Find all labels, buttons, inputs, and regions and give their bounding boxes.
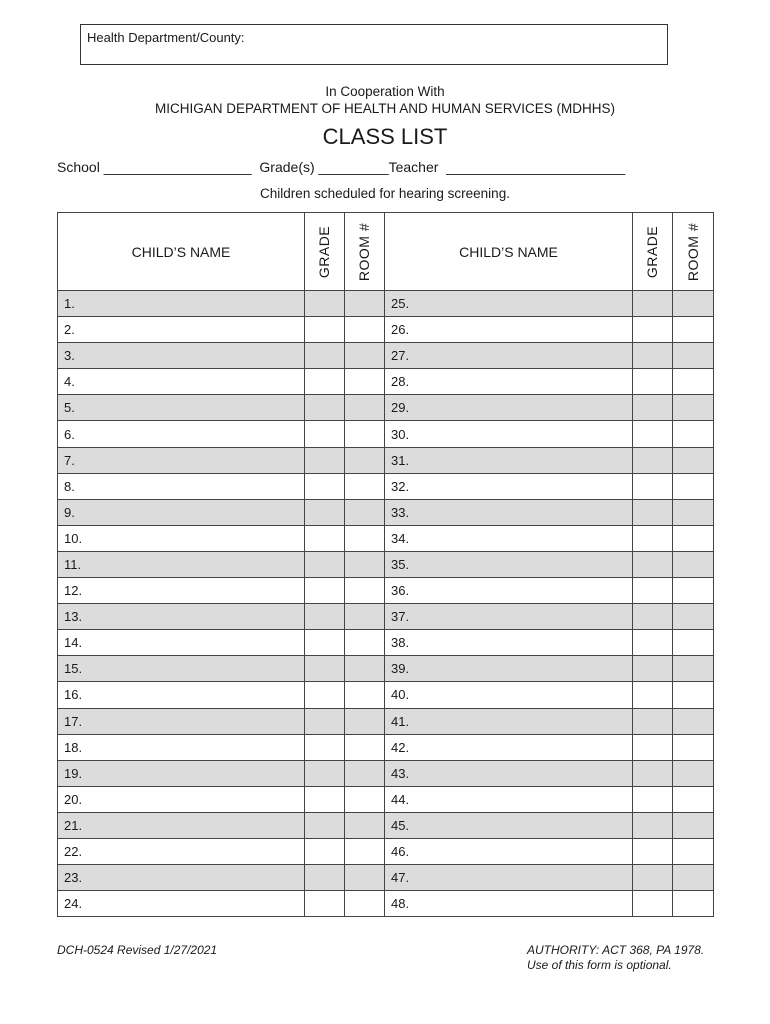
grade-cell[interactable] bbox=[633, 734, 673, 760]
grade-cell[interactable] bbox=[305, 578, 345, 604]
grade-header: GRADE bbox=[633, 213, 673, 291]
room-cell[interactable] bbox=[345, 760, 385, 786]
child-name-cell[interactable]: 37. bbox=[385, 604, 633, 630]
room-cell[interactable] bbox=[345, 525, 385, 551]
table-row bbox=[58, 499, 714, 525]
schedule-note: Children scheduled for hearing screening. bbox=[260, 186, 510, 201]
child-name-cell[interactable]: 35. bbox=[385, 551, 633, 577]
room-cell[interactable] bbox=[673, 656, 714, 682]
room-cell[interactable] bbox=[345, 343, 385, 369]
agency-name: MICHIGAN DEPARTMENT OF HEALTH AND HUMAN SERVICES (MDHHS) bbox=[154, 101, 616, 116]
child-name-cell[interactable]: 6. bbox=[58, 421, 305, 447]
child-name-cell[interactable]: 7. bbox=[58, 447, 305, 473]
grade-cell[interactable] bbox=[305, 395, 345, 421]
grade-cell[interactable] bbox=[633, 865, 673, 891]
room-cell[interactable] bbox=[345, 630, 385, 656]
child-name-cell[interactable]: 8. bbox=[58, 473, 305, 499]
room-cell[interactable] bbox=[673, 525, 714, 551]
authority-text: AUTHORITY: ACT 368, PA 1978. bbox=[527, 943, 705, 957]
grade-cell[interactable] bbox=[305, 551, 345, 577]
page-title: CLASS LIST bbox=[322, 124, 448, 149]
child-name-cell[interactable]: 2. bbox=[58, 317, 305, 343]
county-field[interactable] bbox=[80, 24, 668, 65]
table-row bbox=[58, 891, 714, 917]
child-name-cell[interactable]: 32. bbox=[385, 473, 633, 499]
child-name-cell[interactable]: 25. bbox=[385, 291, 633, 317]
child-name-cell[interactable]: 27. bbox=[385, 343, 633, 369]
grade-header: GRADE bbox=[305, 213, 345, 291]
room-cell[interactable] bbox=[345, 865, 385, 891]
grade-cell[interactable] bbox=[633, 369, 673, 395]
grade-cell[interactable] bbox=[633, 421, 673, 447]
child-name-cell[interactable]: 43. bbox=[385, 760, 633, 786]
grade-cell[interactable] bbox=[305, 682, 345, 708]
room-header: ROOM # bbox=[673, 213, 714, 291]
grade-cell[interactable] bbox=[633, 395, 673, 421]
room-cell[interactable] bbox=[673, 473, 714, 499]
grade-cell[interactable] bbox=[633, 499, 673, 525]
child-name-cell[interactable]: 31. bbox=[385, 447, 633, 473]
child-name-cell[interactable]: 40. bbox=[385, 682, 633, 708]
child-name-cell[interactable]: 38. bbox=[385, 630, 633, 656]
child-name-cell[interactable]: 3. bbox=[58, 343, 305, 369]
child-name-cell[interactable]: 12. bbox=[58, 578, 305, 604]
table-row bbox=[58, 473, 714, 499]
grade-cell[interactable] bbox=[633, 525, 673, 551]
grade-cell[interactable] bbox=[633, 317, 673, 343]
table-row bbox=[58, 734, 714, 760]
room-cell[interactable] bbox=[345, 447, 385, 473]
child-name-cell[interactable]: 33. bbox=[385, 499, 633, 525]
room-cell[interactable] bbox=[345, 682, 385, 708]
room-cell[interactable] bbox=[673, 838, 714, 864]
room-cell[interactable] bbox=[673, 708, 714, 734]
child-name-cell[interactable]: 34. bbox=[385, 525, 633, 551]
room-cell[interactable] bbox=[345, 812, 385, 838]
optional-text: Use of this form is optional. bbox=[527, 958, 672, 972]
grade-cell[interactable] bbox=[633, 447, 673, 473]
room-cell[interactable] bbox=[345, 551, 385, 577]
room-cell[interactable] bbox=[673, 551, 714, 577]
table-row bbox=[58, 865, 714, 891]
grade-cell[interactable] bbox=[305, 812, 345, 838]
child-name-cell[interactable]: 29. bbox=[385, 395, 633, 421]
class-list-table bbox=[57, 212, 714, 917]
child-name-cell[interactable]: 13. bbox=[58, 604, 305, 630]
grade-cell[interactable] bbox=[633, 630, 673, 656]
child-name-cell[interactable]: 17. bbox=[58, 708, 305, 734]
child-name-cell[interactable]: 22. bbox=[58, 838, 305, 864]
grade-cell[interactable] bbox=[305, 473, 345, 499]
table-row bbox=[58, 447, 714, 473]
room-cell[interactable] bbox=[345, 578, 385, 604]
grade-cell[interactable] bbox=[305, 708, 345, 734]
room-cell[interactable] bbox=[345, 838, 385, 864]
grade-cell[interactable] bbox=[633, 812, 673, 838]
grade-cell[interactable] bbox=[633, 551, 673, 577]
grade-cell[interactable] bbox=[633, 682, 673, 708]
room-cell[interactable] bbox=[345, 421, 385, 447]
childs-name-header: CHILD’S NAME bbox=[385, 213, 633, 291]
table-row bbox=[58, 421, 714, 447]
room-cell[interactable] bbox=[673, 291, 714, 317]
room-cell[interactable] bbox=[673, 578, 714, 604]
table-row bbox=[58, 708, 714, 734]
child-name-cell[interactable]: 11. bbox=[58, 551, 305, 577]
child-name-cell[interactable]: 44. bbox=[385, 786, 633, 812]
room-cell[interactable] bbox=[345, 656, 385, 682]
room-cell[interactable] bbox=[345, 786, 385, 812]
grade-cell[interactable] bbox=[305, 838, 345, 864]
grade-cell[interactable] bbox=[305, 891, 345, 917]
child-name-cell[interactable]: 19. bbox=[58, 760, 305, 786]
table-row bbox=[58, 291, 714, 317]
grade-cell[interactable] bbox=[305, 786, 345, 812]
child-name-cell[interactable]: 10. bbox=[58, 525, 305, 551]
table-row bbox=[58, 369, 714, 395]
room-cell[interactable] bbox=[345, 473, 385, 499]
table-row bbox=[58, 578, 714, 604]
table-row bbox=[58, 343, 714, 369]
room-cell[interactable] bbox=[345, 317, 385, 343]
child-name-cell[interactable]: 24. bbox=[58, 891, 305, 917]
child-name-cell[interactable]: 28. bbox=[385, 369, 633, 395]
room-cell[interactable] bbox=[673, 891, 714, 917]
grade-cell[interactable] bbox=[305, 865, 345, 891]
room-cell[interactable] bbox=[345, 734, 385, 760]
grade-cell[interactable] bbox=[305, 291, 345, 317]
room-cell[interactable] bbox=[673, 812, 714, 838]
room-cell[interactable] bbox=[345, 499, 385, 525]
room-cell[interactable] bbox=[673, 421, 714, 447]
room-cell[interactable] bbox=[673, 369, 714, 395]
grade-cell[interactable] bbox=[633, 656, 673, 682]
table-row bbox=[58, 786, 714, 812]
table-row bbox=[58, 525, 714, 551]
child-name-cell[interactable]: 4. bbox=[58, 369, 305, 395]
child-name-cell[interactable]: 36. bbox=[385, 578, 633, 604]
child-name-cell[interactable]: 14. bbox=[58, 630, 305, 656]
table-row bbox=[58, 760, 714, 786]
table-row bbox=[58, 551, 714, 577]
child-name-cell[interactable]: 46. bbox=[385, 838, 633, 864]
child-name-cell[interactable]: 16. bbox=[58, 682, 305, 708]
grade-cell[interactable] bbox=[633, 786, 673, 812]
room-cell[interactable] bbox=[673, 630, 714, 656]
room-cell[interactable] bbox=[673, 734, 714, 760]
child-name-cell[interactable]: 48. bbox=[385, 891, 633, 917]
child-name-cell[interactable]: 5. bbox=[58, 395, 305, 421]
room-cell[interactable] bbox=[345, 369, 385, 395]
child-name-cell[interactable]: 15. bbox=[58, 656, 305, 682]
table-row bbox=[58, 395, 714, 421]
grade-cell[interactable] bbox=[305, 317, 345, 343]
grade-cell[interactable] bbox=[305, 525, 345, 551]
room-cell[interactable] bbox=[345, 395, 385, 421]
grade-cell[interactable] bbox=[305, 447, 345, 473]
grade-cell[interactable] bbox=[305, 604, 345, 630]
room-cell[interactable] bbox=[673, 682, 714, 708]
grade-cell[interactable] bbox=[305, 369, 345, 395]
grade-cell[interactable] bbox=[633, 473, 673, 499]
grade-cell[interactable] bbox=[305, 343, 345, 369]
table-row bbox=[58, 812, 714, 838]
form-id: DCH-0524 Revised 1/27/2021 bbox=[57, 943, 218, 957]
child-name-cell[interactable]: 30. bbox=[385, 421, 633, 447]
room-cell[interactable] bbox=[673, 317, 714, 343]
authority-note bbox=[527, 943, 704, 973]
room-cell[interactable] bbox=[673, 760, 714, 786]
room-cell[interactable] bbox=[345, 604, 385, 630]
child-name-cell[interactable]: 21. bbox=[58, 812, 305, 838]
child-name-cell[interactable]: 20. bbox=[58, 786, 305, 812]
child-name-cell[interactable]: 9. bbox=[58, 499, 305, 525]
grade-cell[interactable] bbox=[305, 499, 345, 525]
room-cell[interactable] bbox=[673, 786, 714, 812]
grade-cell[interactable] bbox=[305, 630, 345, 656]
child-name-cell[interactable]: 1. bbox=[58, 291, 305, 317]
room-header: ROOM # bbox=[345, 213, 385, 291]
room-cell[interactable] bbox=[673, 343, 714, 369]
child-name-cell[interactable]: 45. bbox=[385, 812, 633, 838]
grade-cell[interactable] bbox=[633, 291, 673, 317]
grade-cell[interactable] bbox=[305, 760, 345, 786]
child-name-cell[interactable]: 18. bbox=[58, 734, 305, 760]
table-header-row bbox=[58, 213, 714, 291]
child-name-cell[interactable]: 42. bbox=[385, 734, 633, 760]
school-grade-teacher-line: School ___________________ Grade(s) _________Teacher _______________________ bbox=[57, 159, 626, 175]
grade-cell[interactable] bbox=[633, 838, 673, 864]
room-cell[interactable] bbox=[345, 291, 385, 317]
child-name-cell[interactable]: 41. bbox=[385, 708, 633, 734]
grade-cell[interactable] bbox=[633, 891, 673, 917]
childs-name-header: CHILD’S NAME bbox=[58, 213, 305, 291]
table-row bbox=[58, 838, 714, 864]
grade-cell[interactable] bbox=[633, 343, 673, 369]
grade-cell[interactable] bbox=[633, 604, 673, 630]
table-row bbox=[58, 630, 714, 656]
room-cell[interactable] bbox=[345, 708, 385, 734]
grade-cell[interactable] bbox=[633, 708, 673, 734]
child-name-cell[interactable]: 39. bbox=[385, 656, 633, 682]
grade-cell[interactable] bbox=[305, 421, 345, 447]
county-label: Health Department/County: bbox=[87, 30, 245, 45]
table-row bbox=[58, 604, 714, 630]
cooperation-text: In Cooperation With bbox=[325, 84, 445, 99]
grade-cell[interactable] bbox=[633, 578, 673, 604]
table-row bbox=[58, 317, 714, 343]
room-cell[interactable] bbox=[673, 447, 714, 473]
grade-cell[interactable] bbox=[305, 734, 345, 760]
room-cell[interactable] bbox=[673, 604, 714, 630]
child-name-cell[interactable]: 26. bbox=[385, 317, 633, 343]
grade-cell[interactable] bbox=[633, 760, 673, 786]
child-name-cell[interactable]: 23. bbox=[58, 865, 305, 891]
grade-cell[interactable] bbox=[305, 656, 345, 682]
room-cell[interactable] bbox=[673, 499, 714, 525]
child-name-cell[interactable]: 47. bbox=[385, 865, 633, 891]
room-cell[interactable] bbox=[673, 865, 714, 891]
table-row bbox=[58, 682, 714, 708]
table-row bbox=[58, 656, 714, 682]
room-cell[interactable] bbox=[345, 891, 385, 917]
room-cell[interactable] bbox=[673, 395, 714, 421]
